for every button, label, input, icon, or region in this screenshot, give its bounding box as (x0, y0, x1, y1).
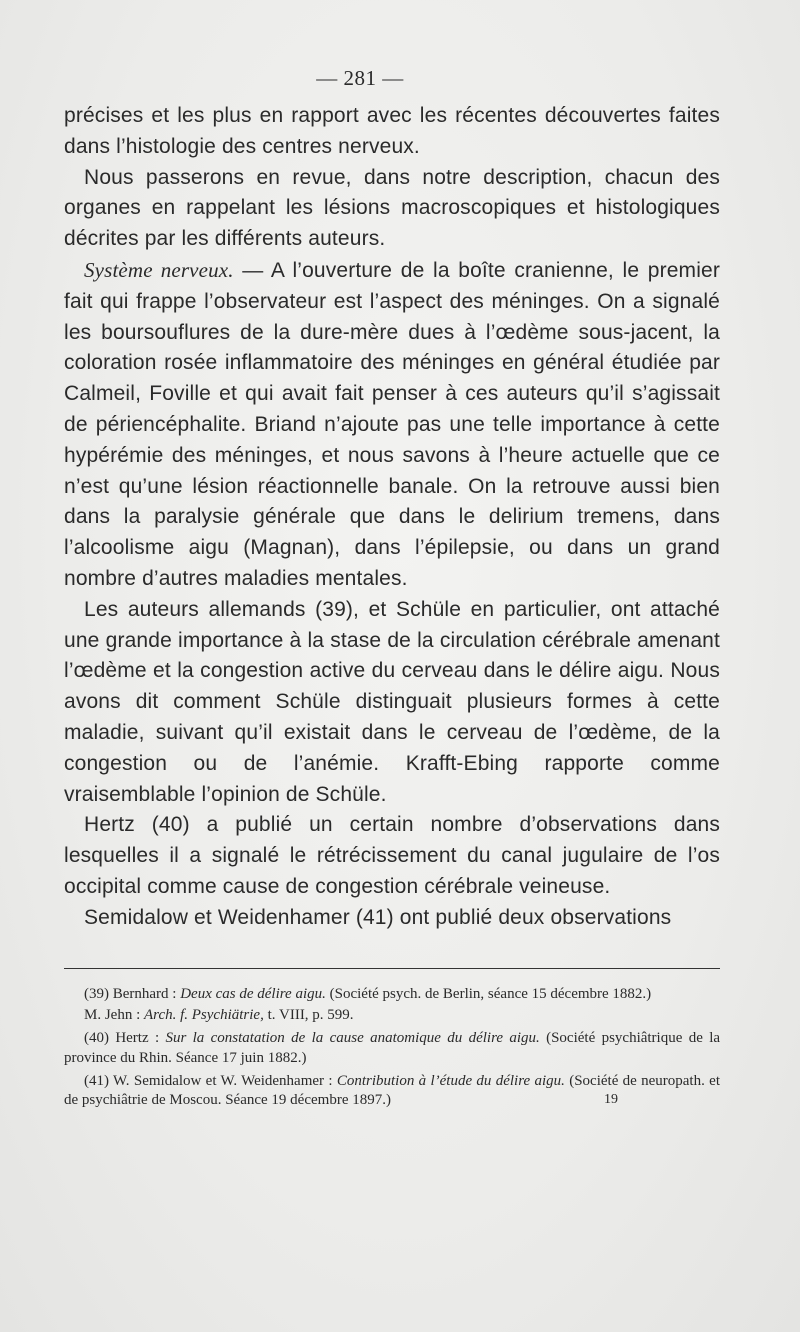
paragraph-5: Hertz (40) a publié un certain nombre d’observations dans lesquelles il a signalé le rétrécissement du canal jugulaire de l’os occipital comme cause de congestion cérébrale veineuse. (64, 813, 720, 898)
footnote-rest: (Société psychiâtrique de la province du Rhin. Séance 17 juin 1882.) (64, 1030, 721, 1066)
footnote-rest: (Société psych. de Berlin, séance 15 décembre 1882.) (325, 986, 652, 1002)
paragraph-2: Nous passerons en revue, dans notre description, chacun des organes en rappelant les lésions macroscopiques et histologiques décrites par les différents auteurs. (64, 165, 720, 251)
footnote-lead: (39) Bernhard : (84, 986, 181, 1002)
footnote-title: Contribution à l’étude du délire aigu. (336, 1072, 565, 1089)
footnote-rest: t. VIII, p. 599. (263, 1007, 354, 1024)
footnote-rest: (Société de neuropath. et de psychiâtrie de Moscou. Séance 19 décembre 1897.) (64, 1072, 720, 1109)
paragraph-3-text: — A l’ouverture de la boîte cranienne, le premier fait qui frappe l’observateur est l’aspect des méninges. On a signalé les boursouflures de la dure-mère dues à l’œdème sous-jacent, la coloration rosée inflammatoire des méninges en général étudiée par Calmeil, Foville et qui avait fait penser à ces auteurs qu’il s’agissait de périencéphalite. Briand n’ajoute pas une telle importance à cette hypérémie des méninges, et nous savons à l’heure actuelle que ce n’est qu’une lésion réactionnelle banale. On la retrouve aussi bien dans la paralysie générale que dans le delirium tremens, dans l’alcoolisme aigu (Magnan), dans l’épilepsie, ou dans un grand nombre d’autres maladies mentales. (64, 258, 720, 590)
footnote-40 (64, 1029, 720, 1067)
footnote-lead: M. Jehn : (84, 1007, 144, 1024)
footnote-title: Deux cas de délire aigu. (180, 986, 326, 1002)
footnote-title: Sur la constatation de la cause anatomique du délire aigu. (165, 1030, 540, 1047)
paragraph-4: Les auteurs allemands (39), et Schüle en particulier, ont attaché une grande importance à la stase de la circulation cérébrale amenant l’œdème et la congestion active du cerveau dans le délire aigu. Nous avons dit comment Schüle distinguait plusieurs formes à cette maladie, suivant qu’il existait dans le cerveau de l’œdème, de la congestion ou de l’anémie. Krafft-Ebing rapporte comme vraisemblable l’opinion de Schüle. (64, 597, 720, 806)
footnote-lead: (40) Hertz : (84, 1030, 166, 1047)
paragraph-1: précises et les plus en rapport avec les récentes découvertes faites dans l’histologie des centres nerveux. (64, 104, 720, 158)
main-text (64, 101, 720, 934)
section-heading: Système nerveux. (84, 257, 234, 282)
footnote-41 (64, 1072, 720, 1110)
footnote-lead: (41) W. Semidalow et W. Weidenhamer : (84, 1072, 337, 1089)
signature-mark: 19 (604, 1092, 618, 1107)
footnote-39 (64, 985, 720, 1004)
footnote-39b (64, 1006, 720, 1025)
paragraph-6: Semidalow et Weidenhamer (41) ont publié deux observations (84, 905, 672, 929)
footnote-title: Arch. f. Psychiätrie, (144, 1007, 264, 1024)
paragraph-3 (64, 255, 720, 595)
footnotes (64, 985, 720, 1114)
footnote-divider (64, 968, 720, 969)
page-number: — 281 — (316, 66, 404, 90)
